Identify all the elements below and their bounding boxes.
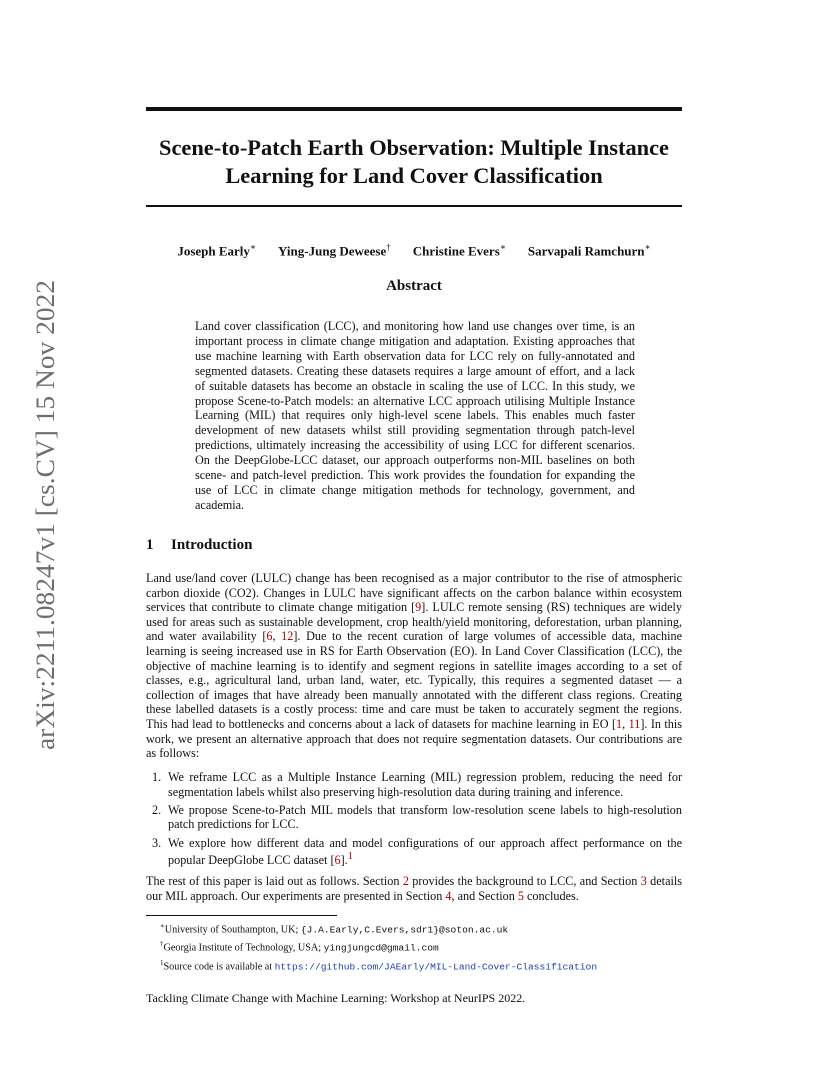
list-item-text: We propose Scene-to-Patch MIL models that transform low-resolution scene labels to high-resolution patch predictions for LCC. bbox=[168, 802, 682, 832]
text-run: , and Section bbox=[451, 888, 518, 903]
footnote bbox=[160, 937, 597, 955]
author-name: Joseph Early bbox=[177, 243, 250, 259]
list-number: 3. bbox=[152, 835, 162, 850]
intro-paragraph-1 bbox=[146, 571, 682, 761]
footnote-text: University of Southampton, UK; bbox=[164, 924, 301, 936]
contribution-list bbox=[146, 770, 682, 871]
list-item bbox=[146, 770, 682, 799]
author-affiliation-mark: ∗ bbox=[644, 242, 651, 252]
author-name: Christine Evers bbox=[412, 243, 500, 259]
text-run: , bbox=[272, 629, 282, 644]
email-address: {J.A.Early,C.Evers,sdr1}@soton.ac.uk bbox=[300, 924, 509, 936]
list-item bbox=[146, 803, 682, 832]
title-top-rule bbox=[146, 107, 682, 111]
arxiv-stamp-text: arXiv:2211.08247v1 [cs.CV] 15 Nov 2022 bbox=[31, 304, 60, 750]
citation-link[interactable]: 1 bbox=[616, 716, 623, 731]
author bbox=[177, 242, 256, 259]
list-number: 1. bbox=[152, 770, 162, 784]
citation-link[interactable]: 12 bbox=[281, 629, 294, 644]
footnote-link[interactable]: 1 bbox=[347, 851, 353, 863]
author-affiliation-mark: ∗ bbox=[499, 242, 506, 252]
footnote bbox=[160, 919, 597, 937]
section-link[interactable]: 5 bbox=[517, 888, 524, 903]
abstract-text: Land cover classification (LCC), and monitoring how land use changes over time, is an important process in climate change mitigation and adaptation. Existing approaches that use machine learning with Earth observation data for LCC rely on fully-annotated and segmented datasets. Creating these datasets requires a large amount of effort, and a lack of suitable datasets has become an obstacle in scaling the use of LCC. In this study, we propose Scene-to-Patch models: an alternative LCC approach utilising Multiple Instance Learning (MIL) that requires only high-level scene labels. This enables much faster development of new datasets whilst still providing segmentation through patch-level predictions, ultimately increasing the accessibility of using LCC for different scenarios. On the DeepGlobe-LCC dataset, our approach outperforms non-MIL baselines on both scene- and patch-level prediction. This work provides the foundation for expanding the use of LCC in climate change mitigation methods for technology, government, and academia. bbox=[195, 319, 635, 512]
list-item-text: We explore how different data and model configurations of our approach affect performance on the popular DeepGlobe LCC dataset [ bbox=[168, 835, 682, 868]
footnote-mark: ∗ bbox=[160, 922, 165, 930]
text-run: The rest of this paper is laid out as follows. Section bbox=[146, 874, 403, 888]
arxiv-stamp bbox=[12, 280, 60, 750]
text-run: ]. LULC remote sensing (RS) techniques are widely used for areas such as sustainable development, crop health/yield monitoring, deforestation, urban planning, and water availability [ bbox=[146, 600, 682, 644]
section-link[interactable]: 3 bbox=[640, 874, 647, 888]
author-name: Sarvapali Ramchurn bbox=[527, 243, 645, 259]
author bbox=[528, 242, 651, 259]
author-affiliation-mark: ∗ bbox=[249, 242, 257, 252]
footnotes bbox=[160, 919, 597, 974]
title-bottom-rule bbox=[146, 205, 682, 207]
text-run: ]. Due to the recent curation of large volumes of accessible data, machine learning is seeing increased use in RS for Earth Observation (EO). In Land Cover Classification (LCC), the objective of machine learning is to identify and segment regions in satellite images according to a set of classes, e.g., agricultural land, urban land, water, etc. Typically, this requires a segmented dataset — a collection of images that have already been manually annotated with the different class regions. Creating these labelled datasets is a costly process: time and care must be taken to accurately segment the regions. This had lead to bottlenecks and concerns about a lack of datasets for machine learning in EO [ bbox=[146, 629, 683, 731]
workshop-note: Tackling Climate Change with Machine Learning: Workshop at NeurIPS 2022. bbox=[146, 991, 526, 1005]
text-run: Land use/land cover (LULC) change has been recognised as a major contributor to the rise of atmospheric carbon dioxide (CO2). Changes in LULC have significant affects on the carbon balance within ecosystem services that contribute to climate change mitigation [ bbox=[146, 571, 682, 615]
section-link[interactable]: 2 bbox=[402, 874, 409, 888]
footnote-text: Source code is available at bbox=[163, 961, 275, 973]
list-item-text: We reframe LCC as a Multiple Instance Learning (MIL) regression problem, reducing the need for segmentation labels whilst also preserving high-resolution data during training and inference. bbox=[168, 770, 682, 799]
author bbox=[278, 242, 391, 259]
citation-link[interactable]: 6 bbox=[334, 853, 341, 868]
intro-paragraph-2 bbox=[146, 874, 682, 903]
text-run: concludes. bbox=[523, 888, 579, 903]
footnote-mark: 1 bbox=[160, 958, 164, 967]
footnote-mark: † bbox=[160, 940, 164, 949]
footnote-text: Georgia Institute of Technology, USA; bbox=[163, 942, 324, 954]
text-run: ]. bbox=[340, 853, 348, 868]
title-line-1: Scene-to-Patch Earth Observation: Multiple Instance bbox=[159, 135, 669, 160]
section-link[interactable]: 4 bbox=[445, 888, 452, 903]
text-run: , bbox=[622, 716, 629, 731]
paper-title bbox=[146, 134, 682, 190]
section-heading-introduction bbox=[146, 537, 252, 554]
text-run: provides the background to LCC, and Section bbox=[408, 874, 641, 888]
author bbox=[413, 242, 506, 259]
footnote bbox=[160, 956, 597, 974]
citation-link[interactable]: 9 bbox=[415, 600, 422, 615]
source-code-link[interactable]: https://github.com/JAEarly/MIL-Land-Cover-Classification bbox=[274, 961, 598, 973]
text-run: details our MIL approach. Our experiments are presented in Section bbox=[146, 874, 682, 903]
list-item bbox=[146, 836, 682, 868]
list-number: 2. bbox=[152, 802, 162, 817]
section-title: Introduction bbox=[171, 537, 253, 553]
citation-link[interactable]: 11 bbox=[628, 716, 641, 731]
section-number: 1 bbox=[146, 537, 154, 553]
author-list bbox=[146, 242, 682, 259]
text-run: ]. In this work, we present an alternative approach that does not require segmentation datasets. Our contributions are as follows: bbox=[146, 716, 682, 761]
author-name: Ying-Jung Deweese bbox=[278, 243, 387, 259]
title-line-2: Learning for Land Cover Classification bbox=[225, 163, 603, 188]
citation-link[interactable]: 6 bbox=[266, 629, 273, 644]
footnote-rule bbox=[146, 915, 337, 916]
email-address: yingjungcd@gmail.com bbox=[323, 942, 439, 954]
author-affiliation-mark: † bbox=[386, 242, 391, 252]
abstract-heading: Abstract bbox=[386, 278, 442, 294]
